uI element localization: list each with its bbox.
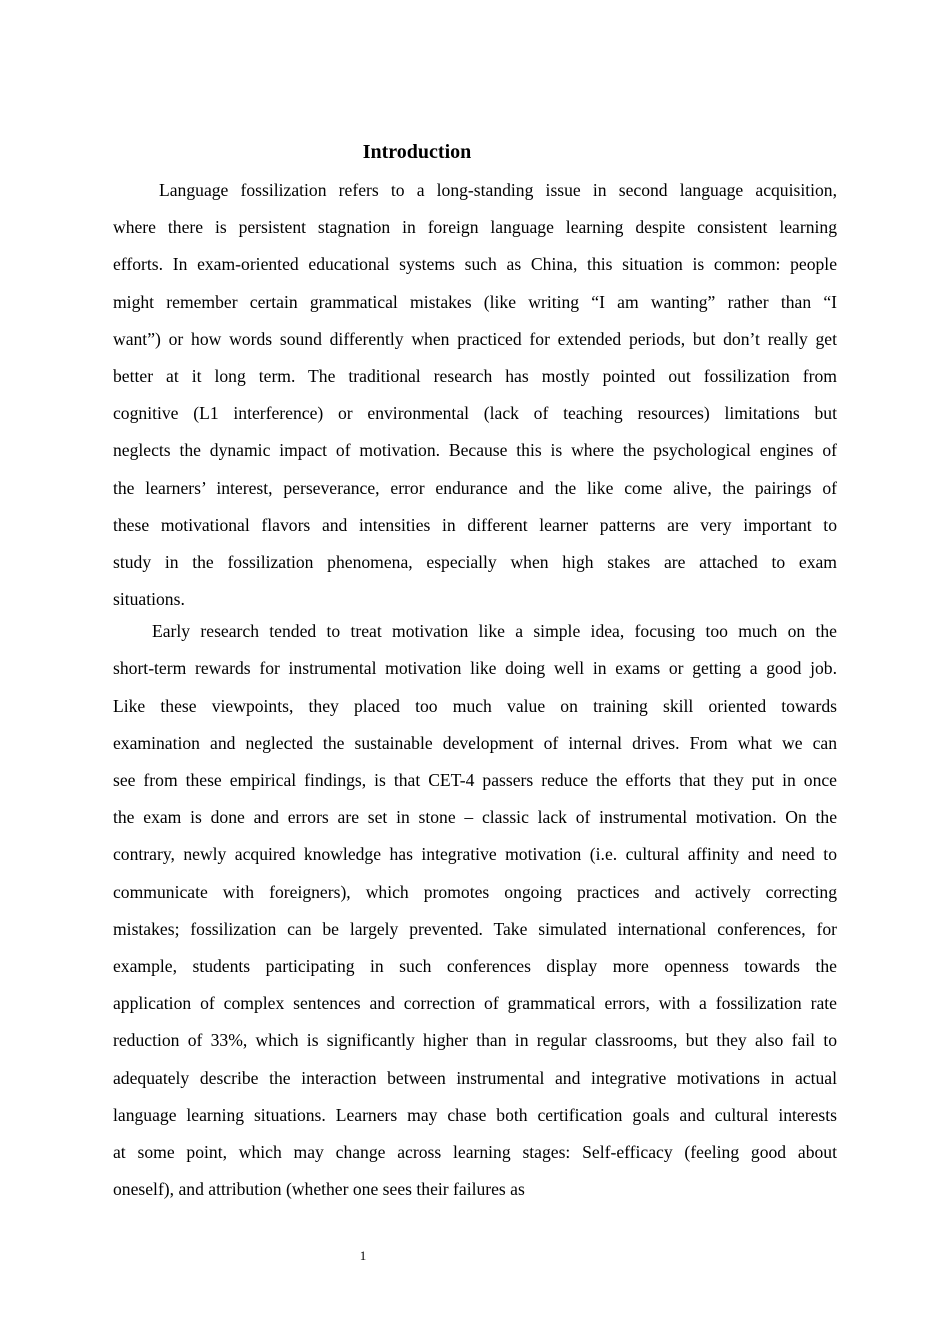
text-line: Language fossilization refers to a long-standing issue in second language acquisition, <box>159 180 837 200</box>
text-line: short-term rewards for instrumental motivation like doing well in exams or getting a good job. <box>113 658 837 679</box>
text-line: efforts. In exam-oriented educational systems such as China, this situation is common: people <box>113 254 837 275</box>
text-line: want”) or how words sound differently when practiced for extended periods, but don’t really get <box>113 328 837 349</box>
text-line: might remember certain grammatical mistakes (like writing “I am wanting” rather than “I <box>113 291 837 312</box>
text-line: contrary, newly acquired knowledge has integrative motivation (i.e. cultural affinity and need to <box>113 844 837 865</box>
text-line: language learning situations. Learners may chase both certification goals and cultural interests <box>113 1104 837 1125</box>
text-line: study in the fossilization phenomena, especially when high stakes are attached to exam <box>113 551 837 572</box>
text-line: see from these empirical findings, is that CET-4 passers reduce the efforts that they put in once <box>113 770 837 790</box>
text-line: at some point, which may change across learning stages: Self-efficacy (feeling good about <box>113 1141 837 1162</box>
text-line: where there is persistent stagnation in foreign language learning despite consistent learning <box>113 217 837 238</box>
section-heading: Introduction <box>362 141 472 163</box>
text-line: these motivational flavors and intensities in different learner patterns are very important to <box>113 514 837 535</box>
text-line: reduction of 33%, which is significantly higher than in regular classrooms, but they also fail to <box>113 1030 837 1051</box>
paragraph-1 <box>113 172 837 618</box>
text-line: Like these viewpoints, they placed too much value on training skill oriented towards <box>113 695 837 716</box>
text-line: the learners’ interest, perseverance, error endurance and the like come alive, the pairings of <box>113 477 837 498</box>
text-line: mistakes; fossilization can be largely prevented. Take simulated international conferences, for <box>113 918 837 939</box>
text-line: situations. <box>113 589 185 610</box>
text-line: application of complex sentences and correction of grammatical errors, with a fossilization rate <box>113 993 837 1014</box>
text-line: examination and neglected the sustainable development of internal drives. From what we can <box>113 732 837 753</box>
text-line: neglects the dynamic impact of motivation. Because this is where the psychological engines of <box>113 440 837 461</box>
text-line: communicate with foreigners), which promotes ongoing practices and actively correcting <box>113 881 837 902</box>
text-line: adequately describe the interaction between instrumental and integrative motivations in actual <box>113 1067 837 1088</box>
text-line: better at it long term. The traditional research has mostly pointed out fossilization from <box>113 365 837 386</box>
paragraph-2 <box>113 613 837 1208</box>
text-line: oneself), and attribution (whether one sees their failures as <box>113 1179 525 1200</box>
text-line: the exam is done and errors are set in stone – classic lack of instrumental motivation. On the <box>113 807 837 828</box>
body-text <box>113 172 837 1208</box>
text-line: cognitive (L1 interference) or environmental (lack of teaching resources) limitations but <box>113 403 837 424</box>
page-number: 1 <box>359 1248 367 1263</box>
text-line: example, students participating in such conferences display more openness towards the <box>113 955 837 976</box>
text-line: Early research tended to treat motivation like a simple idea, focusing too much on the <box>152 621 837 642</box>
